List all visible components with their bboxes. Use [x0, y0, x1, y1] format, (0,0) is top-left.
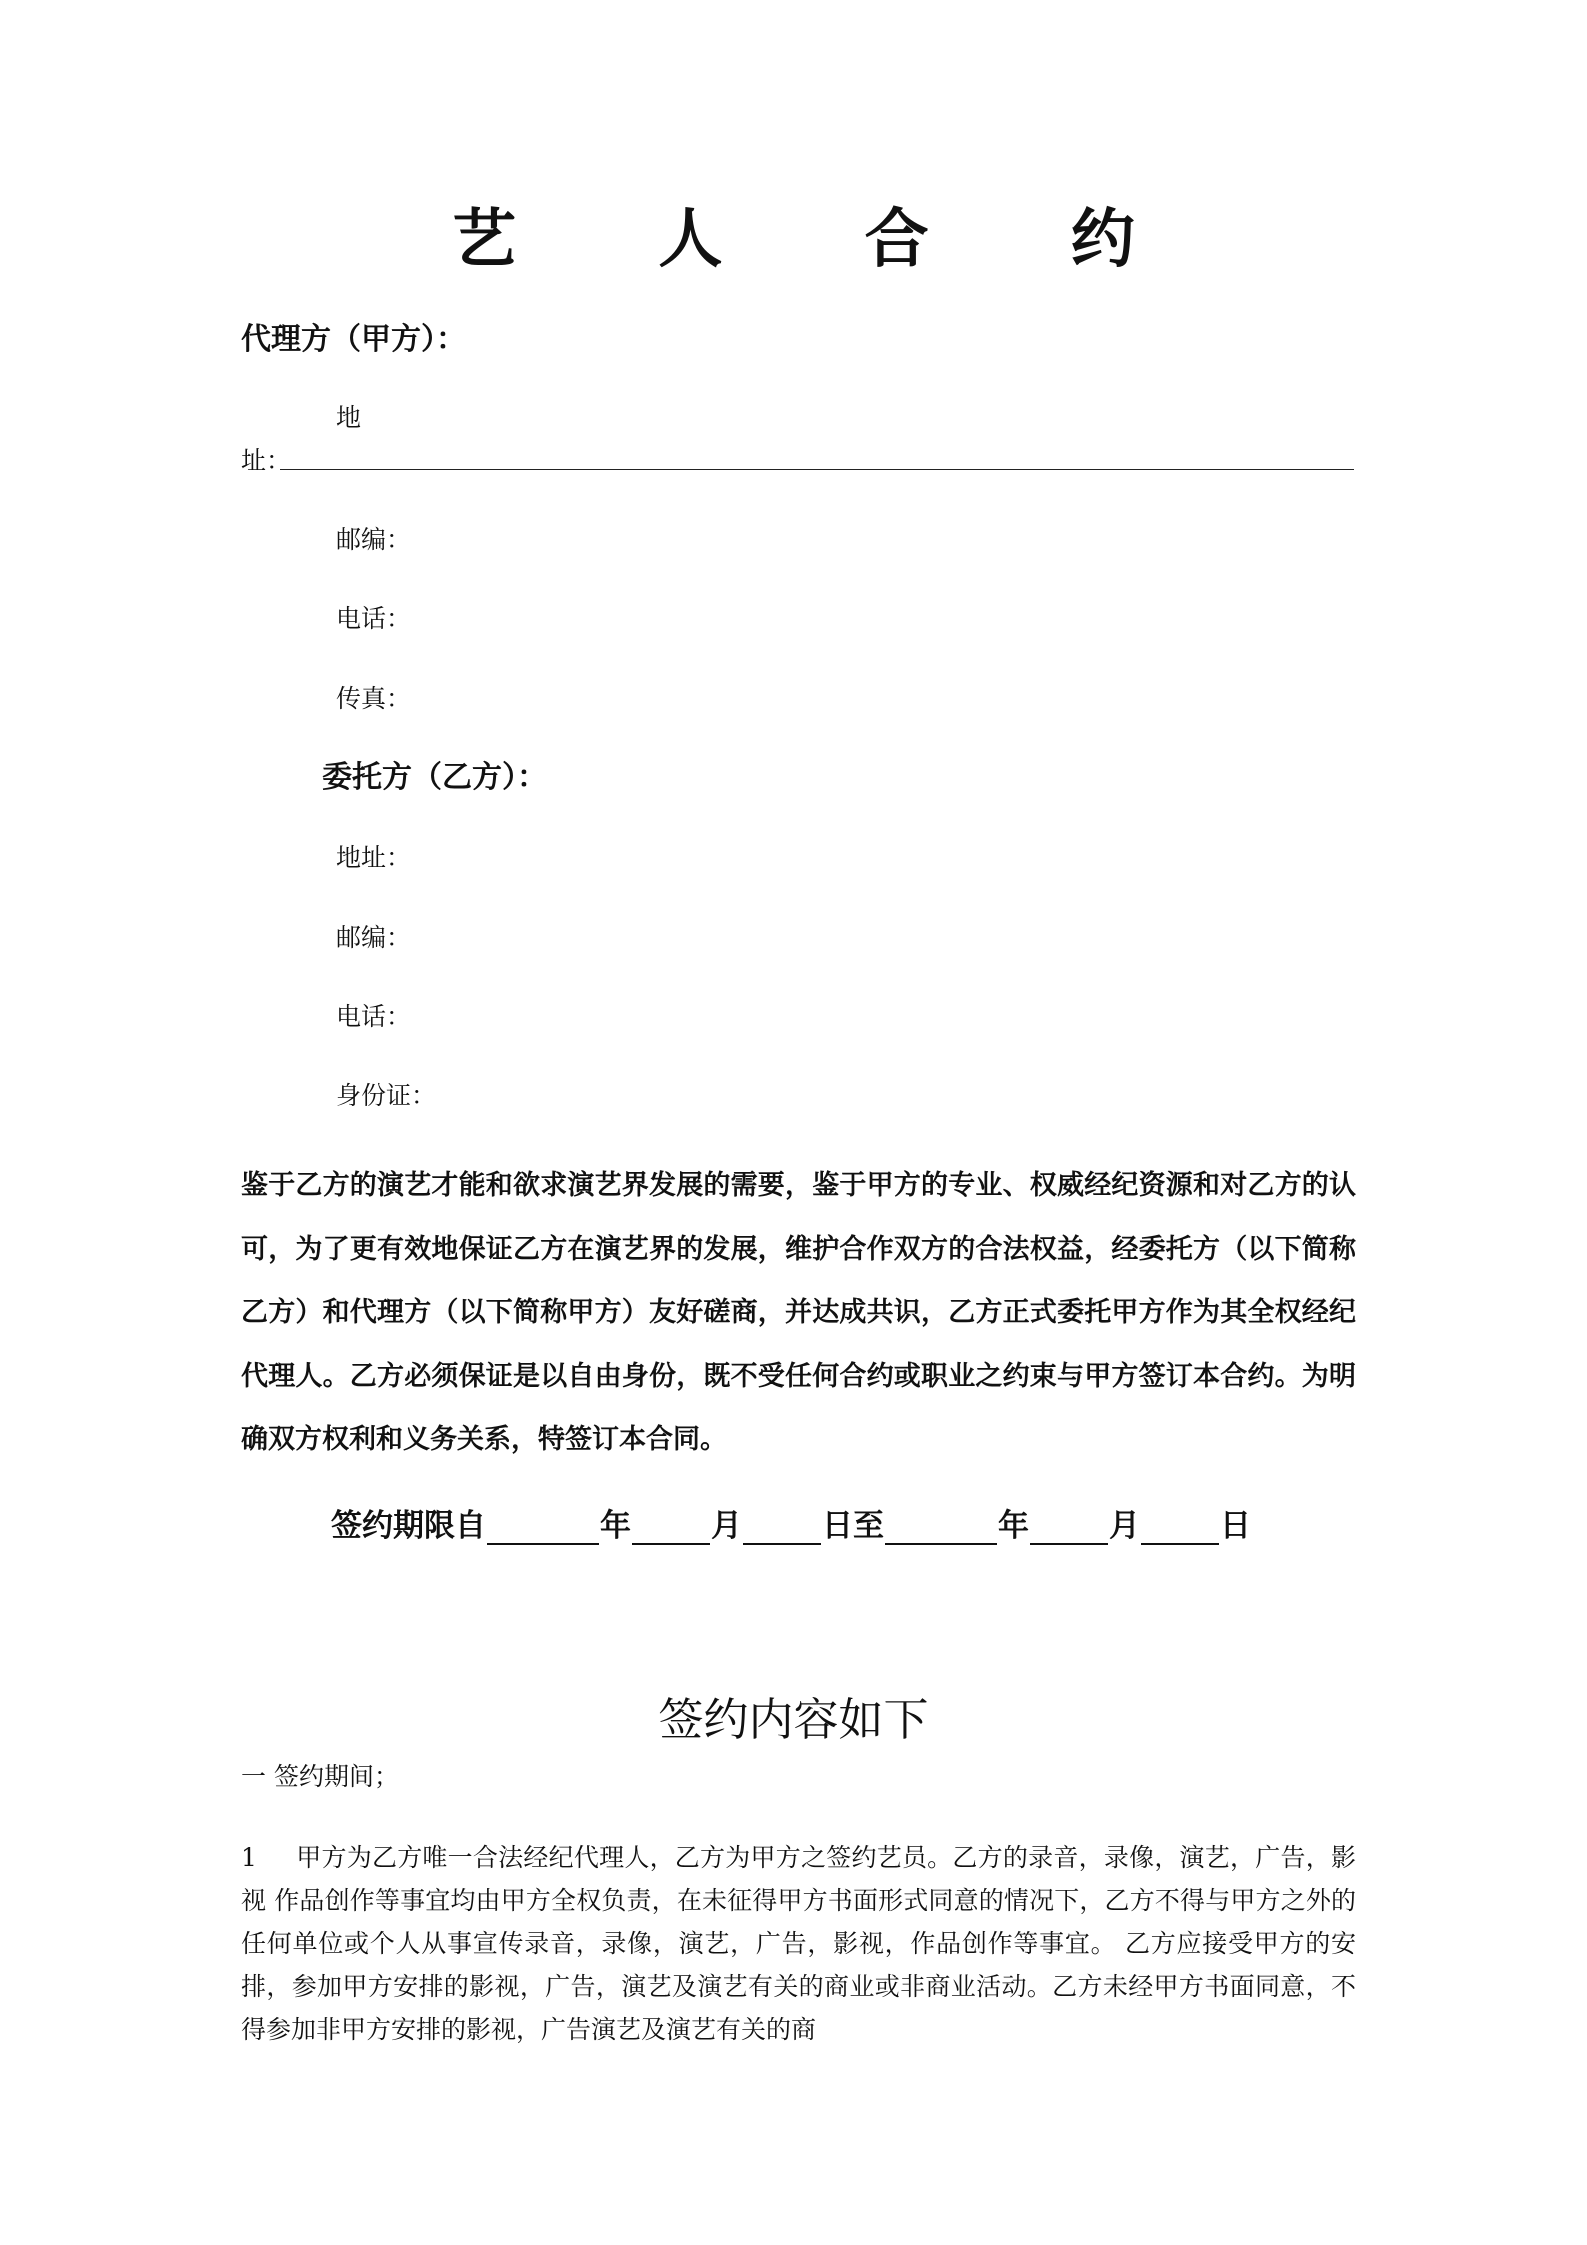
term-start-year-blank	[487, 1509, 599, 1545]
party-a-address-label-part1: 地	[336, 403, 362, 432]
party-a-postcode-label: 邮编：	[336, 525, 412, 554]
party-a-heading: 代理方（甲方）：	[241, 322, 466, 357]
clause-1-paragraph	[241, 1836, 1356, 2051]
section-title: 签约内容如下	[658, 1693, 929, 1746]
clause-1-number: 1	[241, 1843, 257, 1872]
term-year-1: 年	[600, 1508, 631, 1544]
term-prefix: 签约期限自	[331, 1508, 486, 1544]
clause-heading: 一 签约期间；	[241, 1762, 399, 1791]
preamble-paragraph: 鉴于乙方的演艺才能和欲求演艺界发展的需要，鉴于甲方的专业、权威经纪资源和对乙方的认可，为了更有效地保证乙方在演艺界的发展，维护合作双方的合法权益，经委托方（以下简称乙方）和代理方（以下简称甲方）友好磋商，并达成共识，乙方正式委托甲方作为其全权经纪代理人。乙方必须保证是以自由身份，既不受任何合约或职业之约束与甲方签订本合约。为明确双方权利和义务关系，特签订本合同。	[241, 1170, 1356, 1455]
term-start-day-blank	[743, 1509, 821, 1545]
party-a-fax-label: 传真：	[336, 684, 412, 713]
document-title: 艺 人 合 约	[452, 202, 1195, 277]
term-month-1: 月	[711, 1508, 742, 1544]
term-end-day-blank	[1141, 1509, 1219, 1545]
party-b-phone-label: 电话：	[336, 1002, 412, 1031]
term-start-month-blank	[632, 1509, 710, 1545]
party-a-address-label-part2: 址：	[241, 446, 292, 475]
party-b-address-label: 地址：	[336, 843, 412, 872]
clause-1-text: 甲方为乙方唯一合法经纪代理人，乙方为甲方之签约艺员。乙方的录音，录像，演艺，广告，影视 作品创作等事宜均由甲方全权负责，在未征得甲方书面形式同意的情况下，乙方不得与甲方之外的任何单位或个人从事宣传录音，录像，演艺，广告，影视，作品创作等事宜。 乙方应接受甲方的安排，参加甲方安排的影视，广告，演艺及演艺有关的商业或非商业活动。乙方未经甲方书面同意，不得参加非甲方安排的影视，广告演艺及演艺有关的商	[241, 1843, 1356, 2044]
term-day-to: 日至	[822, 1508, 884, 1544]
party-a-phone-label: 电话：	[336, 604, 412, 633]
term-end-year-blank	[885, 1509, 997, 1545]
term-month-2: 月	[1109, 1508, 1140, 1544]
party-b-heading: 委托方（乙方）：	[322, 760, 547, 795]
term-year-2: 年	[998, 1508, 1029, 1544]
contract-term-line	[331, 1500, 1251, 1545]
party-a-address-line	[280, 469, 1354, 470]
term-end-month-blank	[1030, 1509, 1108, 1545]
party-b-postcode-label: 邮编：	[336, 923, 412, 952]
party-b-id-label: 身份证：	[336, 1081, 437, 1110]
term-day-2: 日	[1220, 1508, 1251, 1544]
